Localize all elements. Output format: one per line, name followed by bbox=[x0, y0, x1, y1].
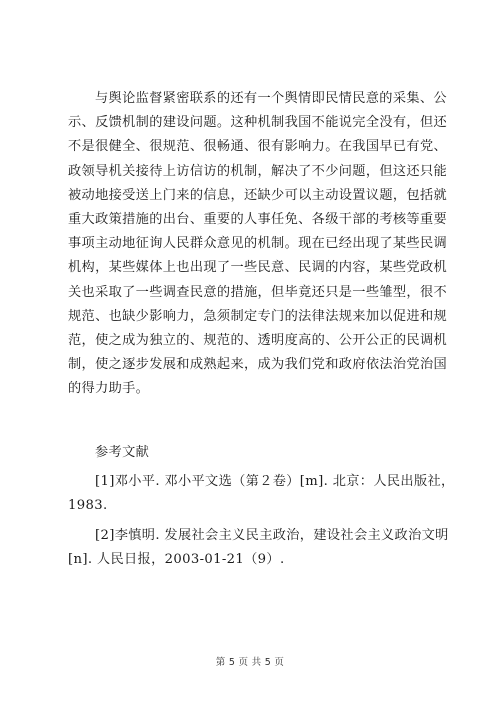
reference-line: [2]李慎明. 发展社会主义民主政治，建设社会主义政治文明 bbox=[95, 527, 449, 543]
paragraph-line: 被动地接受送上门来的信息，还缺少可以主动设置议题，包括就 bbox=[68, 187, 448, 203]
paragraph-line: 政领导机关接待上访信访的机制，解决了不少问题，但这还只能 bbox=[68, 163, 448, 179]
paragraph-line: 规范、也缺少影响力，急须制定专门的法律法规来加以促进和规 bbox=[68, 308, 448, 324]
reference-item bbox=[68, 524, 449, 572]
paragraph-line: 机构，某些媒体上也出现了一些民意、民调的内容，某些党政机 bbox=[68, 260, 448, 276]
paragraph-line: 范，使之成为独立的、规范的、透明度高的、公开公正的民调机 bbox=[68, 332, 448, 348]
reference-line: 1983. bbox=[68, 498, 108, 514]
paragraph-line: 不是很健全、很规范、很畅通、很有影响力。在我国早已有党、 bbox=[68, 139, 448, 155]
paragraph-line: 重大政策措施的出台、重要的人事任免、各级干部的考核等重要 bbox=[68, 211, 448, 227]
reference-line: [1]邓小平. 邓小平文选（第２卷）[m]. 北京：人民出版社， bbox=[95, 474, 455, 490]
paragraph-line: 关也采取了一些调查民意的措施，但毕竟还只是一些雏型，很不 bbox=[68, 284, 448, 300]
paragraph-line: 的得力助手。 bbox=[68, 381, 150, 397]
reference-line: [n]. 人民日报，2003-01-21（9）. bbox=[68, 551, 285, 567]
references-heading: 参考文献 bbox=[95, 445, 150, 460]
paragraph-line: 事项主动地征询人民群众意见的机制。现在已经出现了某些民调 bbox=[68, 236, 448, 252]
paragraph-line: 与舆论监督紧密联系的还有一个舆情即民情民意的采集、公 bbox=[95, 91, 447, 106]
references-section bbox=[68, 441, 455, 572]
paragraph-line: 制，使之逐步发展和成熟起来，成为我们党和政府依法治党治国 bbox=[68, 357, 448, 373]
paragraph-line: 示、反馈机制的建设问题。这种机制我国不能说完全没有，但还 bbox=[68, 115, 448, 131]
page-number-footer: 第 5 页 共 5 页 bbox=[215, 657, 285, 668]
body-paragraph bbox=[68, 87, 448, 401]
reference-item bbox=[68, 470, 455, 518]
